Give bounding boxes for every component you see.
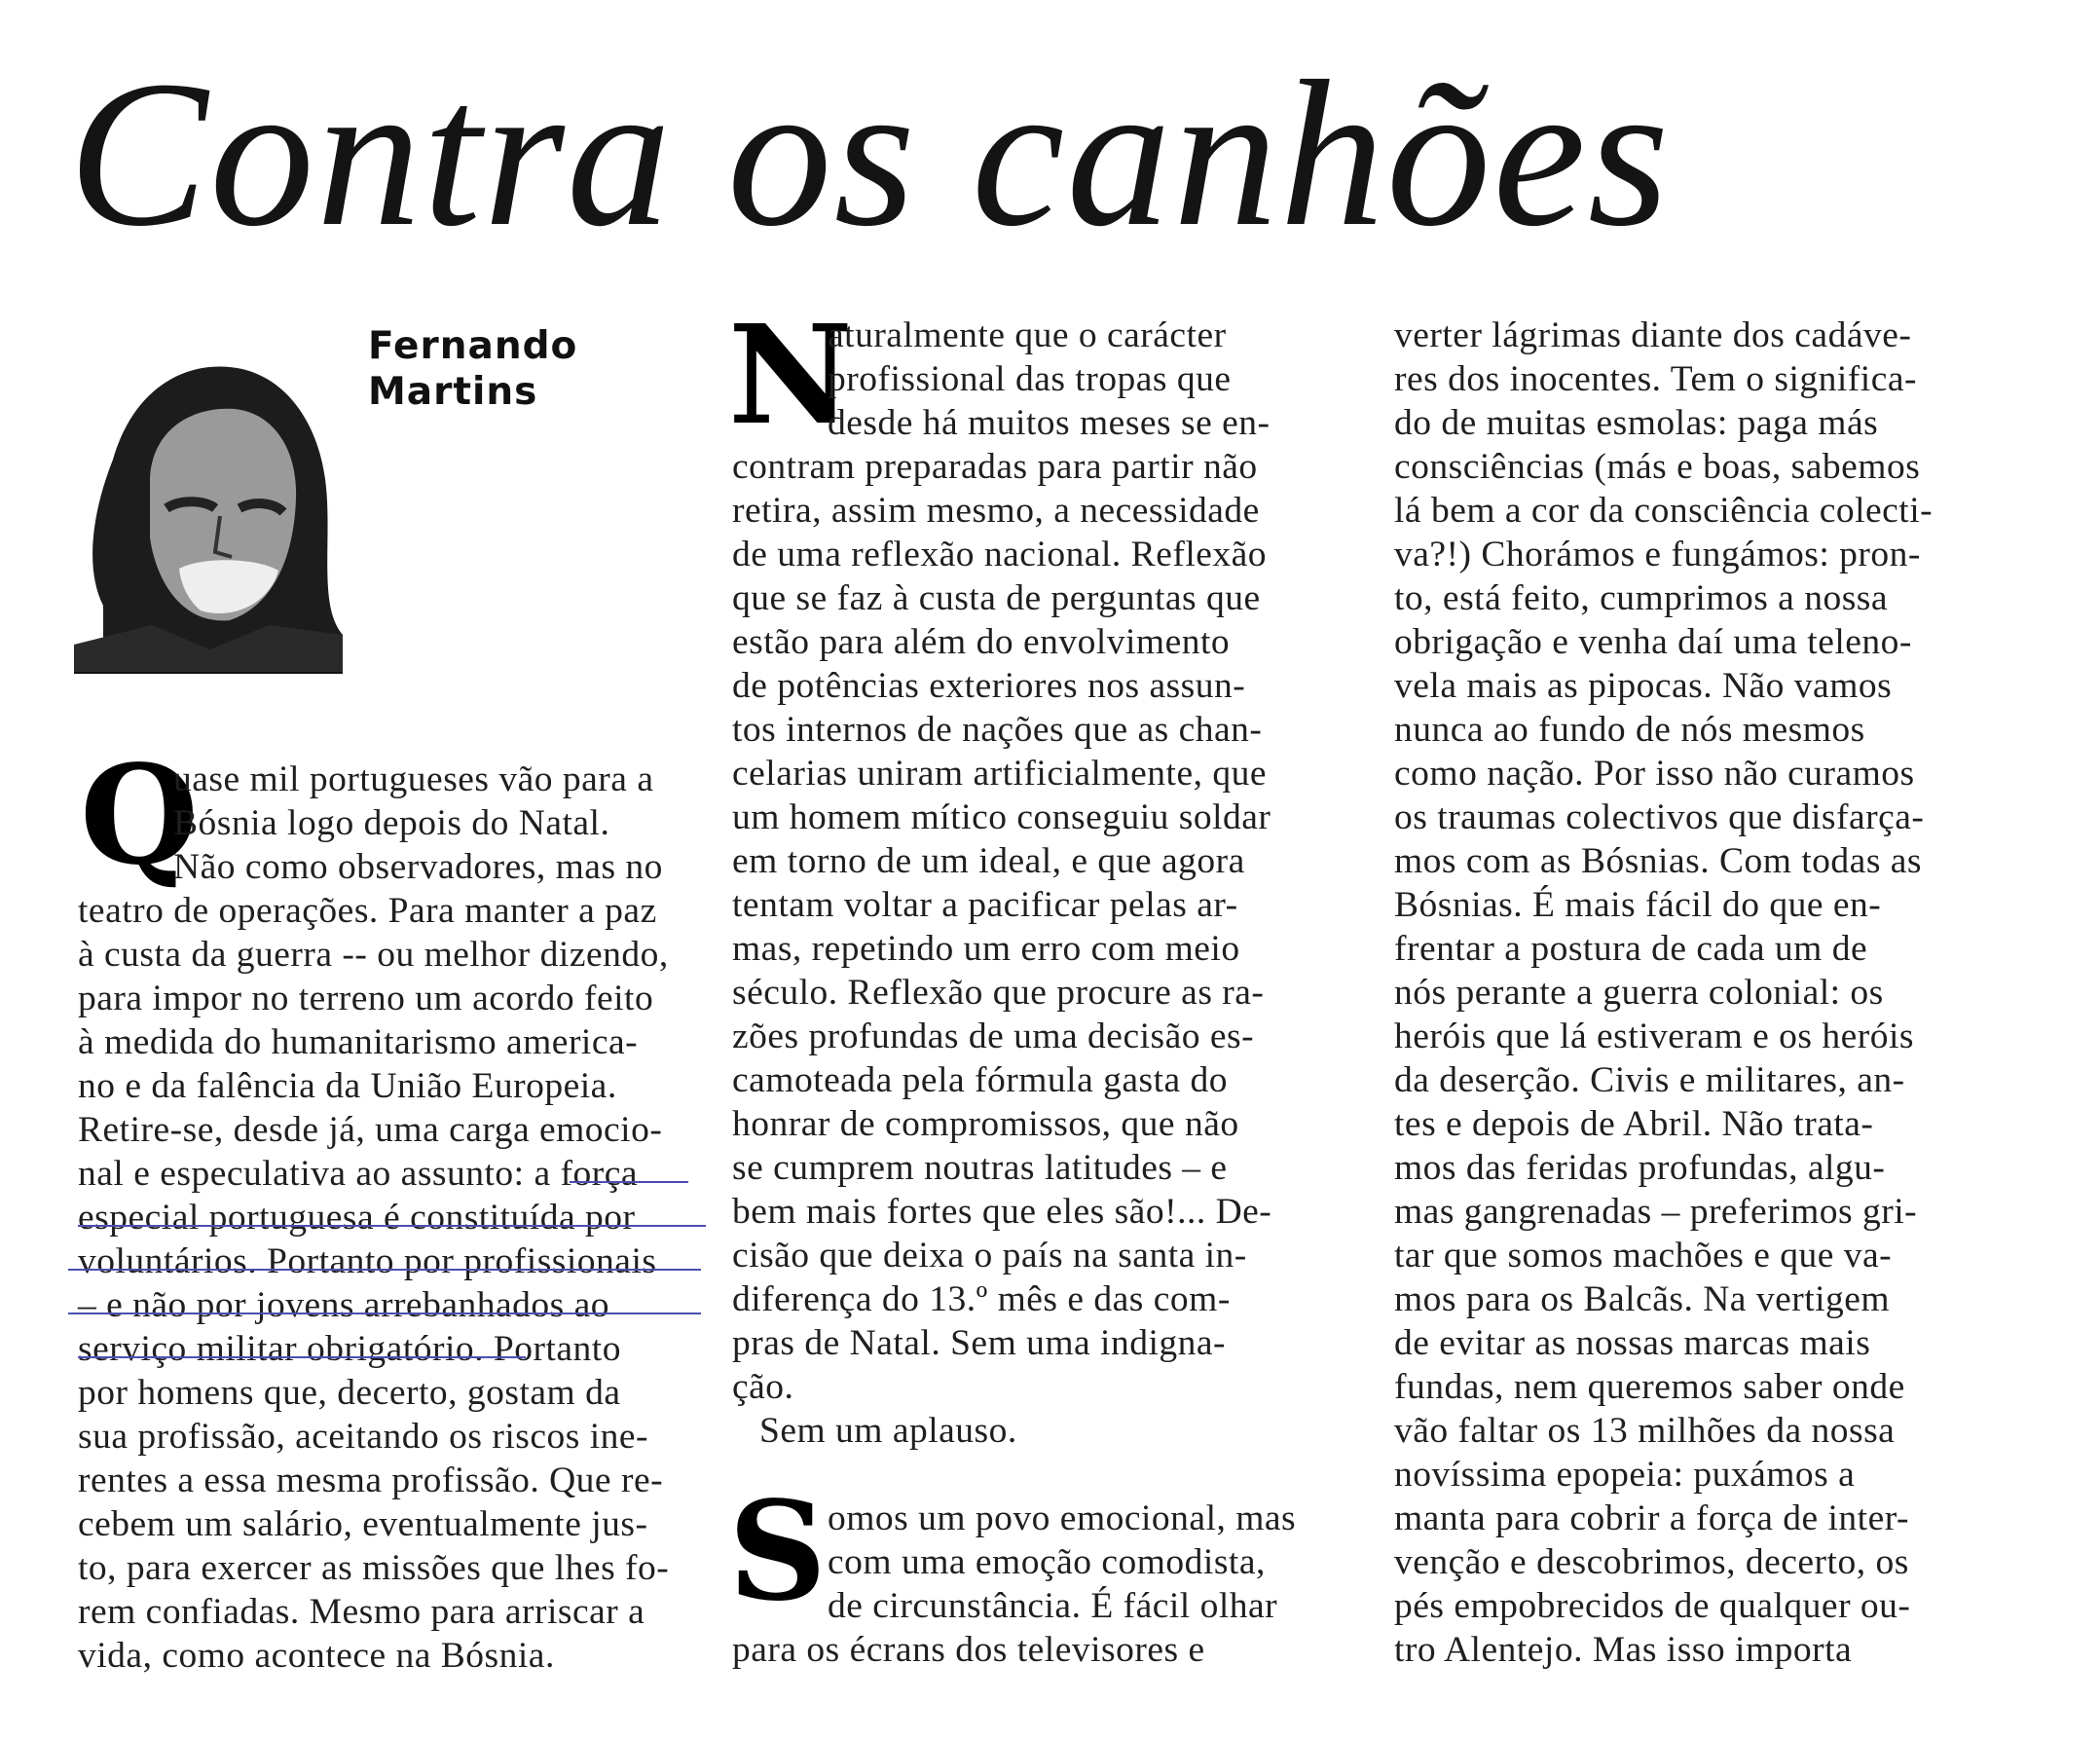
text-line: tar que somos machões e que va-	[1394, 1236, 1893, 1276]
pen-underline	[78, 1225, 706, 1227]
text-line: contram preparadas para partir não	[732, 447, 1258, 487]
text-line: diferença do 13.º mês e das com-	[732, 1279, 1231, 1319]
text-line: século. Reflexão que procure as ra-	[732, 973, 1265, 1013]
text-line: teatro de operações. Para manter a paz	[78, 891, 657, 931]
text-line: zões profundas de uma decisão es-	[732, 1017, 1255, 1056]
author-photo	[74, 314, 343, 674]
dropcap-s: S	[728, 1472, 828, 1632]
text-line: mos para os Balcãs. Na vertigem	[1394, 1279, 1891, 1319]
text-line: do de muitas esmolas: paga más	[1394, 403, 1879, 443]
column-1	[78, 758, 696, 1678]
text-line: ção.	[732, 1367, 794, 1407]
text-line: res dos inocentes. Tem o significa-	[1394, 359, 1917, 399]
article-title: Contra os canhões	[68, 37, 1672, 270]
text-line: nunca ao fundo de nós mesmos	[1394, 710, 1865, 750]
pen-underline	[68, 1313, 701, 1314]
text-line: to, está feito, cumprimos a nossa	[1394, 578, 1889, 618]
text-line	[732, 1453, 1355, 1497]
text-line: serviço militar obrigatório. Portanto	[78, 1329, 621, 1369]
text-line: aturalmente que o carácter	[828, 315, 1227, 355]
author-name	[368, 323, 577, 415]
text-line: em torno de um ideal, e que agora	[732, 841, 1245, 881]
text-line: celarias uniram artificialmente, que	[732, 754, 1267, 794]
dropcap-q: Q	[80, 736, 199, 896]
text-line: que se faz à custa de perguntas que	[732, 578, 1261, 618]
text-line: à medida do humanitarismo america-	[78, 1022, 639, 1062]
text-line: Retire-se, desde já, uma carga emocio-	[78, 1110, 663, 1150]
text-line: vela mais as pipocas. Não vamos	[1394, 666, 1893, 706]
text-line: mos com as Bósnias. Com todas as	[1394, 841, 1923, 881]
text-line: consciências (más e boas, sabemos	[1394, 447, 1921, 487]
text-line: nós perante a guerra colonial: os	[1394, 973, 1884, 1013]
text-line: como nação. Por isso não curamos	[1394, 754, 1915, 794]
text-line: voluntários. Portanto por profissionais	[78, 1241, 657, 1281]
column-3	[1394, 314, 2027, 1672]
text-line: pras de Natal. Sem uma indigna-	[732, 1323, 1227, 1363]
text-line: para impor no terreno um acordo feito	[78, 979, 654, 1018]
pen-underline	[78, 1356, 526, 1358]
text-line: tos internos de nações que as chan-	[732, 710, 1263, 750]
text-line: Sem um aplauso.	[759, 1411, 1017, 1451]
text-line: heróis que lá estiveram e os heróis	[1394, 1017, 1915, 1056]
text-line: tentam voltar a pacificar pelas ar-	[732, 885, 1238, 925]
text-line: vida, como acontece na Bósnia.	[78, 1636, 555, 1676]
text-line: um homem mítico conseguiu soldar	[732, 797, 1271, 837]
text-line: desde há muitos meses se en-	[828, 403, 1271, 443]
text-line: va?!) Chorámos e fungámos: pron-	[1394, 535, 1921, 574]
text-line: bem mais fortes que eles são!... De-	[732, 1192, 1272, 1232]
text-line: no e da falência da União Europeia.	[78, 1066, 617, 1106]
text-line: tro Alentejo. Mas isso importa	[1394, 1630, 1853, 1670]
text-line: novíssima epopeia: puxámos a	[1394, 1455, 1856, 1495]
text-line: à custa da guerra -- ou melhor dizendo,	[78, 935, 669, 975]
text-line: honrar de compromissos, que não	[732, 1104, 1239, 1144]
text-line: Bósnia logo depois do Natal.	[173, 803, 610, 843]
text-line: os traumas colectivos que disfarça-	[1394, 797, 1925, 837]
text-line: camoteada pela fórmula gasta do	[732, 1060, 1229, 1100]
text-line: manta para cobrir a força de inter-	[1394, 1498, 1909, 1538]
text-line: sua profissão, aceitando os riscos ine-	[78, 1417, 649, 1457]
pen-underline	[68, 1269, 701, 1271]
text-line: estão para além do envolvimento	[732, 622, 1231, 662]
text-line: cebem um salário, eventualmente jus-	[78, 1504, 648, 1544]
text-line: frentar a postura de cada um de	[1394, 929, 1868, 969]
text-line: pés empobrecidos de qualquer ou-	[1394, 1586, 1911, 1626]
text-line: da deserção. Civis e militares, an-	[1394, 1060, 1905, 1100]
text-line: rem confiadas. Mesmo para arriscar a	[78, 1592, 645, 1632]
text-line: uase mil portugueses vão para a	[173, 759, 654, 799]
text-line: para os écrans dos televisores e	[732, 1630, 1205, 1670]
text-line: de uma reflexão nacional. Reflexão	[732, 535, 1268, 574]
text-line: nal e especulativa ao assunto: a força	[78, 1154, 638, 1194]
text-line: especial portuguesa é constituída por	[78, 1198, 636, 1238]
author-last-name: Martins	[368, 370, 538, 414]
text-line: de evitar as nossas marcas mais	[1394, 1323, 1871, 1363]
text-line: de potências exteriores nos assun-	[732, 666, 1246, 706]
text-line: to, para exercer as missões que lhes fo-	[78, 1548, 670, 1588]
dropcap-n: N	[728, 296, 853, 456]
text-line: se cumprem noutras latitudes – e	[732, 1148, 1228, 1188]
text-line: mas gangrenadas – preferimos gri-	[1394, 1192, 1918, 1232]
text-line: mos das feridas profundas, algu-	[1394, 1148, 1886, 1188]
text-line: de circunstância. É fácil olhar	[828, 1586, 1278, 1626]
text-line: Bósnias. É mais fácil do que en-	[1394, 885, 1882, 925]
text-line: rentes a essa mesma profissão. Que re-	[78, 1461, 664, 1500]
column-2	[732, 314, 1355, 1672]
text-line: obrigação e venha daí uma teleno-	[1394, 622, 1912, 662]
author-first-name: Fernando	[368, 324, 578, 368]
text-line: mas, repetindo um erro com meio	[732, 929, 1240, 969]
text-line: fundas, nem queremos saber onde	[1394, 1367, 1905, 1407]
text-line: verter lágrimas diante dos cadáve-	[1394, 315, 1912, 355]
text-line: retira, assim mesmo, a necessidade	[732, 491, 1260, 531]
text-line: por homens que, decerto, gostam da	[78, 1373, 621, 1413]
text-line: Não como observadores, mas no	[173, 847, 663, 887]
pen-underline	[570, 1181, 688, 1183]
text-line: profissional das tropas que	[828, 359, 1232, 399]
text-line: cisão que deixa o país na santa in-	[732, 1236, 1247, 1276]
text-line: – e não por jovens arrebanhados ao	[78, 1285, 609, 1325]
text-line: lá bem a cor da consciência colecti-	[1394, 491, 1934, 531]
text-line: vão faltar os 13 milhões da nossa	[1394, 1411, 1896, 1451]
text-line: tes e depois de Abril. Não trata-	[1394, 1104, 1874, 1144]
text-line: venção e descobrimos, decerto, os	[1394, 1542, 1909, 1582]
text-line: omos um povo emocional, mas	[828, 1498, 1297, 1538]
text-line: com uma emoção comodista,	[828, 1542, 1266, 1582]
